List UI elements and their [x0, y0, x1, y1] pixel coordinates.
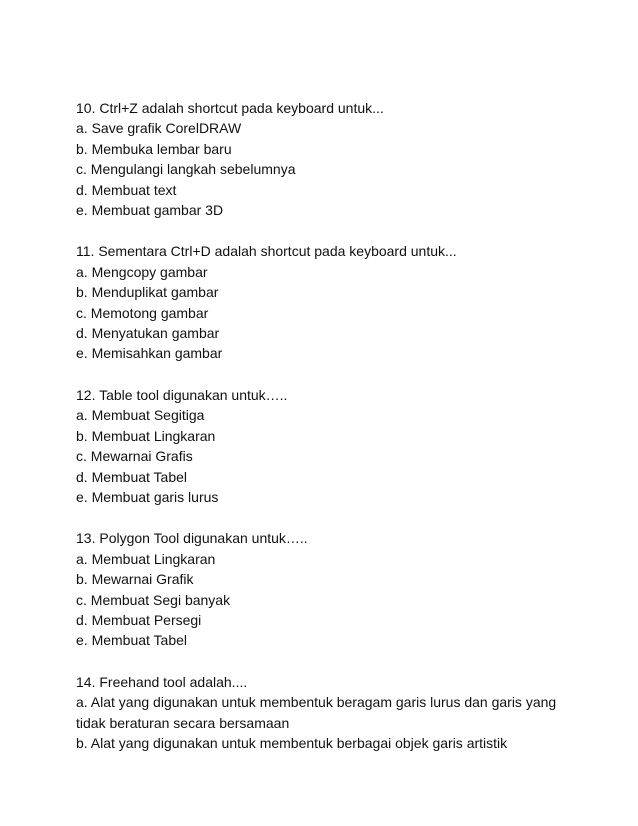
question-text: 12. Table tool digunakan untuk….. — [76, 386, 288, 403]
option-b: b. Alat yang digunakan untuk membentuk berbagai objek garis artistik — [76, 734, 508, 751]
question-11 — [76, 241, 576, 363]
question-text: 14. Freehand tool adalah.... — [76, 673, 248, 690]
option-c: c. Memotong gambar — [76, 304, 209, 321]
option-a: a. Membuat Lingkaran — [76, 550, 216, 567]
question-text: 10. Ctrl+Z adalah shortcut pada keyboard untuk... — [76, 100, 384, 116]
option-e: e. Membuat gambar 3D — [76, 202, 224, 219]
option-a: a. Membuat Segitiga — [76, 407, 205, 424]
question-13 — [76, 528, 576, 650]
option-b: b. Membuat Lingkaran — [76, 427, 216, 444]
question-12 — [76, 385, 576, 507]
option-e: e. Memisahkan gambar — [76, 345, 223, 362]
option-c: c. Membuat Segi banyak — [76, 591, 231, 608]
option-e: e. Membuat Tabel — [76, 632, 188, 649]
option-b: b. Menduplikat gambar — [76, 284, 219, 301]
option-d: d. Menyatukan gambar — [76, 325, 220, 342]
question-text: 11. Sementara Ctrl+D adalah shortcut pada keyboard untuk... — [76, 243, 457, 260]
option-d: d. Membuat Persegi — [76, 611, 202, 628]
option-e: e. Membuat garis lurus — [76, 488, 219, 505]
option-d: d. Membuat text — [76, 181, 177, 198]
document-page — [76, 98, 576, 774]
option-d: d. Membuat Tabel — [76, 468, 188, 485]
question-text: 13. Polygon Tool digunakan untuk….. — [76, 530, 308, 547]
question-10 — [76, 98, 576, 220]
option-b: b. Mewarnai Grafik — [76, 571, 194, 588]
option-c: c. Mewarnai Grafis — [76, 448, 193, 465]
option-a: a. Mengcopy gambar — [76, 263, 208, 280]
option-a: a. Alat yang digunakan untuk membentuk beragam garis lurus dan garis yang tidak beraturan secara bersamaan — [76, 694, 557, 731]
option-b: b. Membuka lembar baru — [76, 140, 232, 157]
option-a: a. Save grafik CorelDRAW — [76, 120, 242, 137]
option-c: c. Mengulangi langkah sebelumnya — [76, 161, 296, 178]
question-14 — [76, 672, 576, 754]
